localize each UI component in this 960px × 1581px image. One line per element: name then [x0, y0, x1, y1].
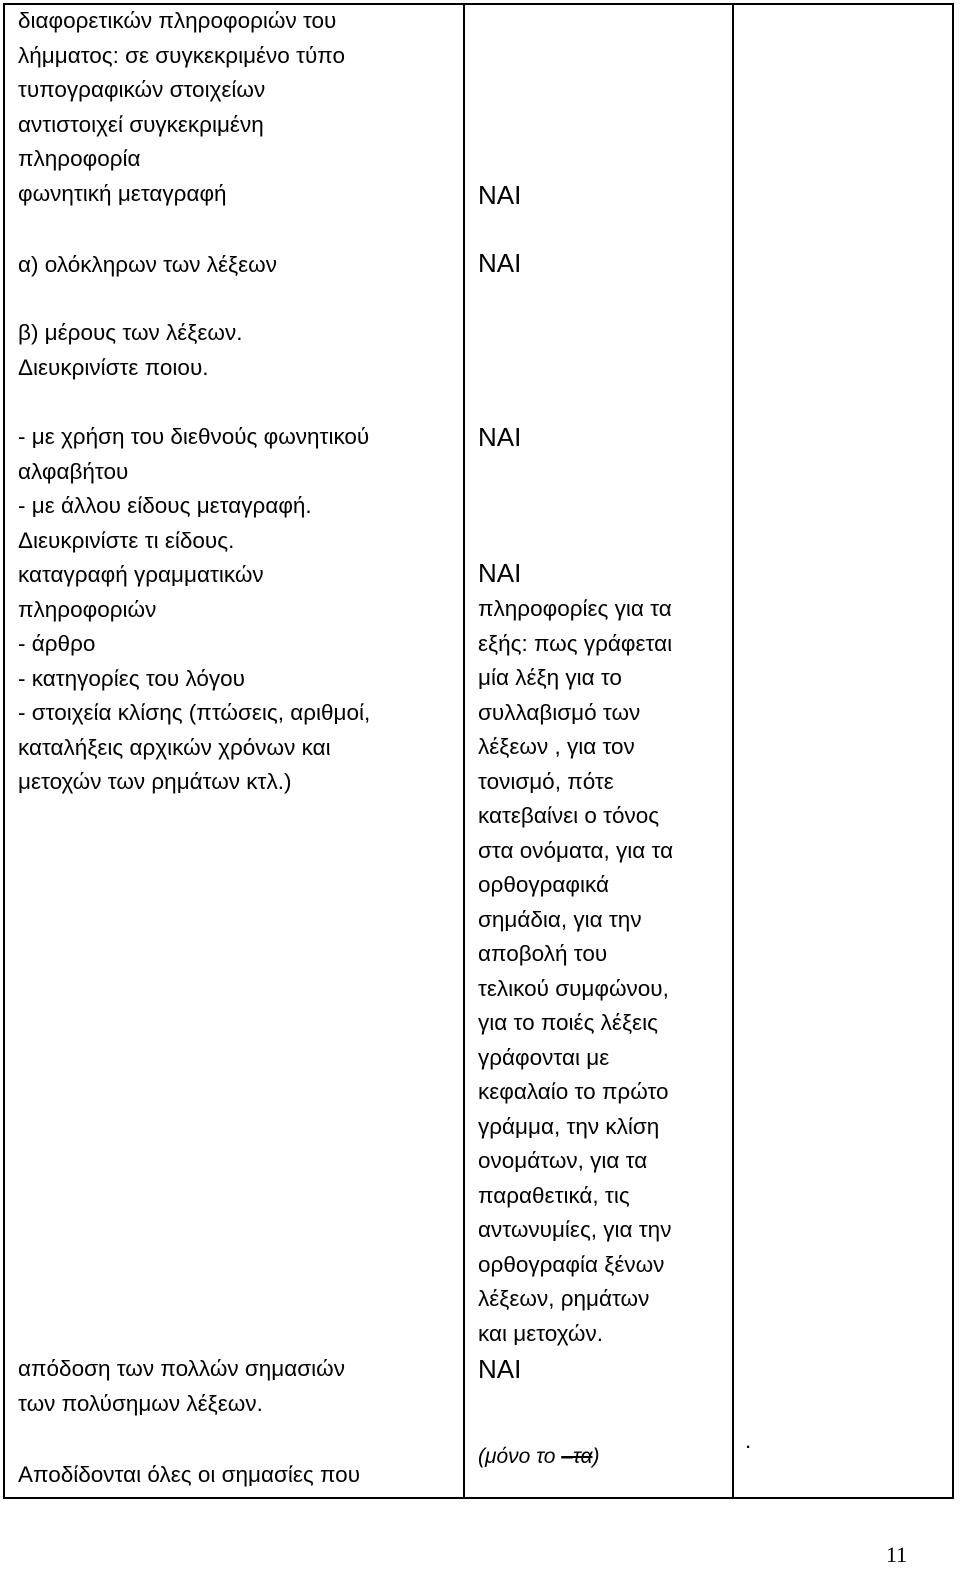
col1-block1-line: διαφορετικών πληροφοριών του	[18, 8, 337, 33]
col2-nai-2: ΝΑΙ	[478, 248, 522, 278]
col1-block3	[18, 316, 242, 385]
col1-block1-line: αντιστοιχεί συγκεκριμένη	[18, 111, 264, 137]
col1-whole-words: α) ολόκληρων των λέξεων	[18, 252, 277, 277]
col2-info-line: συλλαβισμό των	[478, 699, 641, 725]
col1-block5	[18, 1352, 345, 1421]
col1-block5-line: απόδοση των πολλών σημασιών	[18, 1356, 345, 1381]
col1-block4-line: μετοχών των ρημάτων κτλ.)	[18, 769, 292, 794]
col1-block2	[18, 248, 277, 283]
col1-block4-line: - κατηγορίες του λόγου	[18, 665, 245, 691]
col1-block1-line: φωνητική μεταγραφή	[18, 180, 227, 206]
col1-block4-line: - στοιχεία κλίσης (πτώσεις, αριθμοί,	[18, 700, 371, 725]
column-divider-2	[732, 3, 734, 1499]
col1-block4-line: - άρθρο	[18, 631, 96, 656]
col3-dot: .	[745, 1428, 752, 1453]
page-number: 11	[886, 1542, 908, 1567]
col2-info-line: κεφαλαίο το πρώτο	[478, 1079, 669, 1104]
col1-block4-line: - με χρήση του διεθνούς φωνητικού	[18, 424, 370, 449]
col2-nai-3: ΝΑΙ	[478, 422, 522, 452]
col2-nai-5: ΝΑΙ	[478, 1354, 522, 1384]
col1-block4-line: πληροφοριών	[18, 596, 157, 622]
col1-block4	[18, 420, 370, 800]
col2-info-line: σημάδια, για την	[478, 906, 642, 932]
col2-info-line: κατεβαίνει ο τόνος	[478, 803, 660, 828]
col1-block5-line: των πολύσημων λέξεων.	[18, 1390, 263, 1416]
col1-block1-line: τυπογραφικών στοιχείων	[18, 77, 266, 102]
col2-info-line: αποβολή του	[478, 941, 608, 966]
col1-block3-line: Διευκρινίστε ποιου.	[18, 354, 209, 380]
col2-info-line: πληροφορίες για τα	[478, 596, 672, 621]
col1-block4-line: αλφαβήτου	[18, 458, 129, 484]
column-divider-1	[463, 3, 465, 1499]
col2-info-line: για το ποιές λέξεις	[478, 1010, 658, 1035]
col2-note: (μόνο το –τα)	[478, 1445, 600, 1468]
col2-nai-4: ΝΑΙ	[478, 558, 522, 588]
col2-info-line: στα ονόματα, για τα	[478, 837, 674, 863]
col2-info-line: γράφονται με	[478, 1044, 610, 1070]
col2-info-line: γράμμα, την κλίση	[478, 1113, 660, 1139]
col2-info-line: αντωνυμίες, για την	[478, 1217, 672, 1242]
col2-info-line: εξής: πως γράφεται	[478, 630, 673, 656]
col2-info-line: λέξεων, ρημάτων	[478, 1286, 650, 1311]
col2-info-line: τελικού συμφώνου,	[478, 975, 669, 1001]
col2-info-block	[478, 592, 673, 1351]
col1-block4-line: - με άλλου είδους μεταγραφή.	[18, 493, 312, 518]
col2-info-line: ορθογραφία ξένων	[478, 1251, 665, 1277]
col1-block1-line: λήμματος: σε συγκεκριμένο τύπο	[18, 42, 345, 68]
col1-block1	[18, 4, 345, 211]
col2-nai-1: ΝΑΙ	[478, 180, 522, 210]
col1-block3-line: β) μέρους των λέξεων.	[18, 320, 243, 345]
col2-info-line: ονομάτων, για τα	[478, 1148, 648, 1173]
col2-info-line: παραθετικά, τις	[478, 1182, 630, 1208]
col2-info-line: και μετοχών.	[478, 1320, 603, 1346]
col2-info-line: ορθογραφικά	[478, 872, 609, 897]
col1-block4-line: καταλήξεις αρχικών χρόνων και	[18, 734, 331, 760]
col1-block6	[18, 1458, 360, 1493]
col1-block4-line: καταγραφή γραμματικών	[18, 562, 264, 587]
col1-meanings-line: Αποδίδονται όλες οι σημασίες που	[18, 1462, 360, 1487]
col2-info-line: μία λέξη για το	[478, 665, 622, 690]
col2-info-line: τονισμό, πότε	[478, 768, 614, 794]
col2-info-line: λέξεων , για τον	[478, 734, 635, 759]
col1-block4-line: Διευκρινίστε τι είδους.	[18, 527, 235, 553]
col1-block1-line: πληροφορία	[18, 146, 141, 171]
